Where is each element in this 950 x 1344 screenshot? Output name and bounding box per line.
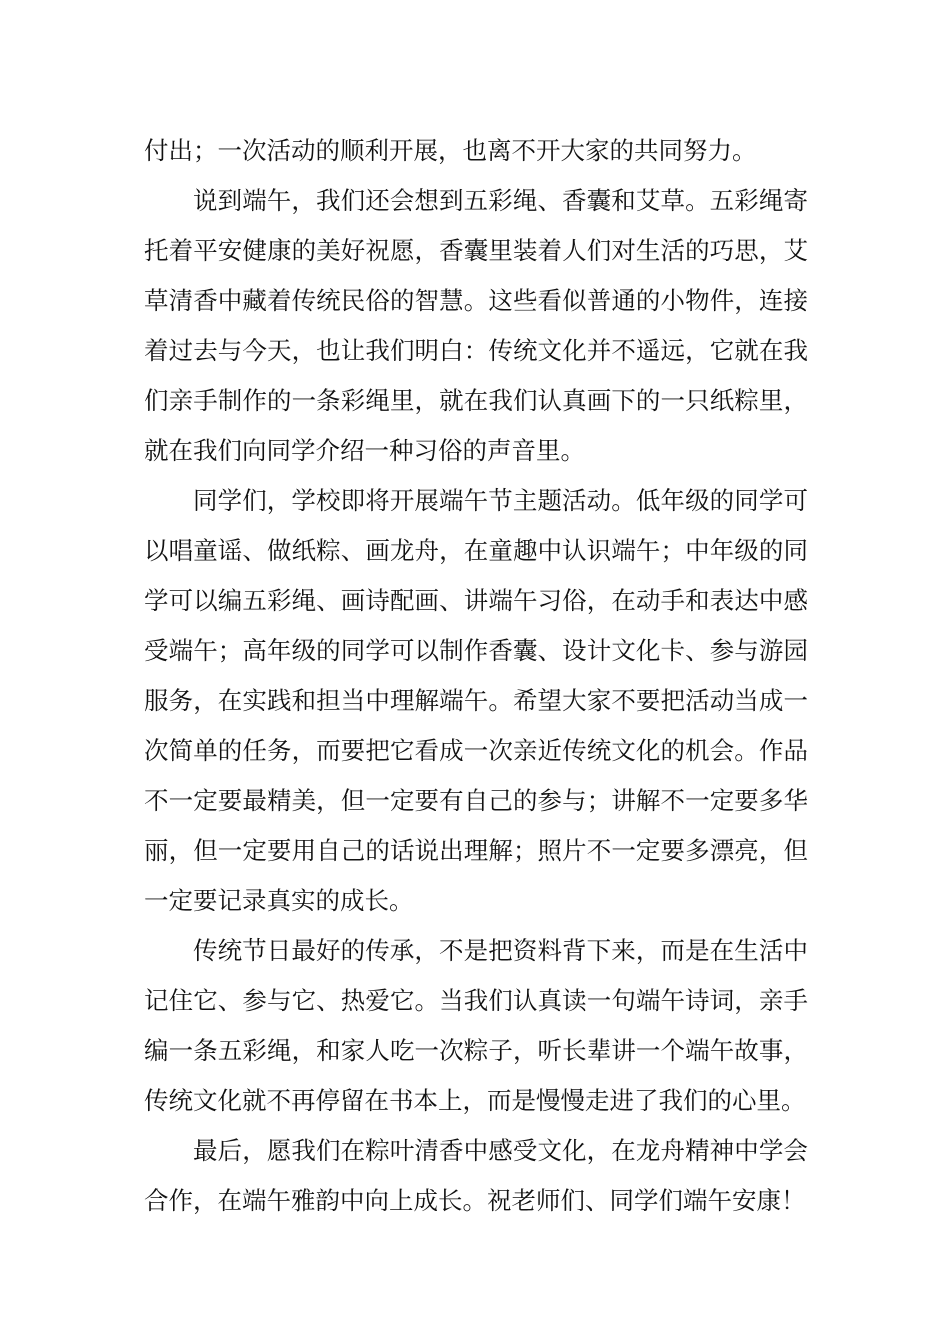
paragraph-continuation: 付出；一次活动的顺利开展，也离不开大家的共同努力。 (144, 136, 757, 165)
document-body (144, 126, 808, 1226)
paragraph-closing-wishes: 最后，愿我们在粽叶清香中感受文化，在龙舟精神中学会合作，在端午雅韵中向上成长。祝老师们、同学们端午安康！ (144, 1136, 808, 1215)
paragraph-festival-items: 说到端午，我们还会想到五彩绳、香囊和艾草。五彩绳寄托着平安健康的美好祝愿，香囊里装着人们对生活的巧思，艾草清香中藏着传统民俗的智慧。这些看似普通的小物件，连接着过去与今天，也让我们明白：传统文化并不遥远，它就在我们亲手制作的一条彩绳里，就在我们认真画下的一只纸粽里，就在我们向同学介绍一种习俗的声音里。 (144, 186, 808, 465)
paragraph-school-activities: 同学们，学校即将开展端午节主题活动。低年级的同学可以唱童谣、做纸粽、画龙舟，在童趣中认识端午；中年级的同学可以编五彩绳、画诗配画、讲端午习俗，在动手和表达中感受端午；高年级的同学可以制作香囊、设计文化卡、参与游园服务，在实践和担当中理解端午。希望大家不要把活动当成一次简单的任务，而要把它看成一次亲近传统文化的机会。作品不一定要最精美，但一定要有自己的参与；讲解不一定要多华丽，但一定要用自己的话说出理解；照片不一定要多漂亮，但一定要记录真实的成长。 (144, 486, 808, 915)
paragraph-tradition: 传统节日最好的传承，不是把资料背下来，而是在生活中记住它、参与它、热爱它。当我们认真读一句端午诗词，亲手编一条五彩绳，和家人吃一次粽子，听长辈讲一个端午故事，传统文化就不再停留在书本上，而是慢慢走进了我们的心里。 (144, 936, 808, 1115)
